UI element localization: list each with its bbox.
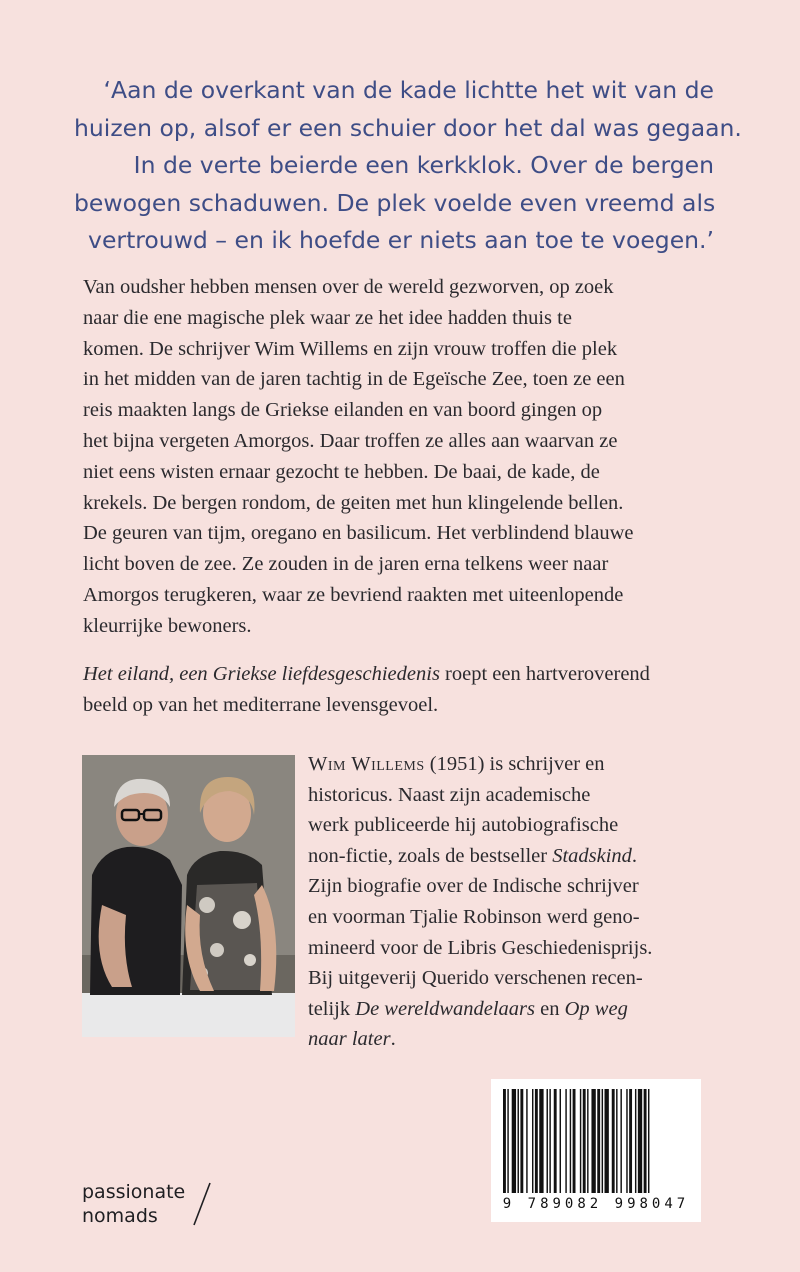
barcode-bar: [620, 1089, 621, 1193]
bio-text: en: [535, 997, 565, 1020]
bio-line: [308, 841, 728, 872]
barcode-bar: [560, 1089, 561, 1193]
barcode-bar: [549, 1089, 550, 1193]
blurb-line: kleurrijke bewoners.: [83, 614, 252, 637]
author-bio: [308, 749, 728, 1055]
bio-line: [308, 994, 728, 1025]
barcode-bar: [512, 1089, 516, 1193]
author-photo-illustration: [82, 755, 295, 1037]
bio-text: non-fictie, zoals de bestseller: [308, 844, 553, 867]
blurb-paragraph: [83, 272, 743, 642]
barcode-bar: [616, 1089, 617, 1193]
bio-text: telijk: [308, 997, 356, 1020]
tagline-paragraph: [83, 659, 743, 721]
barcode-bar: [565, 1089, 566, 1193]
barcode-bar: [573, 1089, 576, 1193]
quote-line: In de verte beierde een kerkklok. Over de bergen: [133, 151, 714, 179]
bio-line: Bij uitgeverij Querido verschenen recen-: [308, 967, 643, 990]
barcode-bar: [626, 1089, 627, 1193]
blurb-line: krekels. De bergen rondom, de geiten met hun klingelende bellen.: [83, 491, 624, 514]
bio-line: mineerd voor de Libris Geschiedenisprijs.: [308, 936, 653, 959]
barcode-bars: [501, 1089, 691, 1193]
blurb-line: in het midden van de jaren tachtig in de Egeïsche Zee, toen ze een: [83, 368, 625, 391]
barcode-bar: [597, 1089, 600, 1193]
quote-line: huizen op, alsof er een schuier door het dal was gegaan.: [74, 113, 742, 142]
blurb-line: Amorgos terugkeren, waar ze bevriend raakten met uiteenlopende: [83, 583, 624, 606]
quote-line: ‘Aan de overkant van de kade lichtte het wit van de: [103, 76, 714, 104]
publisher-logo: [82, 1180, 185, 1228]
barcode-bar: [532, 1089, 533, 1193]
blurb-line: komen. De schrijver Wim Willems en zijn vrouw troffen die plek: [83, 337, 618, 360]
book-title: Op weg: [564, 997, 628, 1020]
bio-line: werk publiceerde hij autobiografische: [308, 814, 619, 837]
barcode-bar: [503, 1089, 506, 1193]
bio-line: historicus. Naast zijn academische: [308, 783, 591, 806]
barcode-bar: [547, 1089, 548, 1193]
blurb-line: naar die ene magische plek waar ze het idee hadden thuis te: [83, 306, 572, 329]
publisher-name-line: passionate: [82, 1181, 186, 1203]
barcode-bar: [587, 1089, 588, 1193]
back-cover-quote: [74, 72, 742, 260]
barcode-bar: [535, 1089, 538, 1193]
book-title: Stadskind: [552, 844, 632, 867]
isbn-number: 9 789082 998047: [502, 1196, 690, 1212]
barcode-bar: [518, 1089, 519, 1193]
barcode-bar: [580, 1089, 581, 1193]
bio-text: .: [390, 1028, 396, 1051]
barcode-bar: [612, 1089, 615, 1193]
barcode-bar: [554, 1089, 557, 1193]
barcode-bar: [583, 1089, 586, 1193]
bio-line: [308, 1024, 728, 1055]
bio-text: (1951) is schrijver en: [424, 753, 605, 775]
barcode-bar: [507, 1089, 508, 1193]
bio-text: .: [631, 844, 638, 867]
author-name: Wim Willems: [308, 753, 425, 775]
book-title: De wereldwandelaars: [355, 997, 536, 1020]
quote-line: bewogen schaduwen. De plek voelde even vreemd als: [74, 188, 716, 217]
barcode-bar: [526, 1089, 527, 1193]
book-title: naar later: [308, 1028, 391, 1051]
publisher-name-line: nomads: [82, 1205, 158, 1227]
barcode-bar: [520, 1089, 523, 1193]
blurb-line: reis maakten langs de Griekse eilanden en van boord gingen op: [83, 399, 603, 422]
blurb-line: De geuren van tijm, oregano en basilicum. Het verblindend blauwe: [83, 522, 634, 545]
blurb-line: het bijna vergeten Amorgos. Daar troffen ze alles aan waarvan ze: [83, 429, 618, 452]
tagline-line: [83, 659, 743, 690]
barcode-bar: [602, 1089, 603, 1193]
blurb-line: licht boven de zee. Ze zouden in de jaren erna telkens weer naar: [83, 553, 609, 576]
blurb-line: niet eens wisten ernaar gezocht te hebben. De baai, de kade, de: [83, 460, 600, 483]
barcode-bar: [635, 1089, 636, 1193]
bio-line: en voorman Tjalie Robinson werd geno-: [308, 905, 640, 928]
bio-line: [308, 749, 728, 780]
blurb-line: Van oudsher hebben mensen over de wereld gezworven, op zoek: [83, 276, 614, 298]
author-photo: [82, 755, 295, 1037]
barcode-bar: [644, 1089, 647, 1193]
barcode-bar: [591, 1089, 595, 1193]
isbn-barcode: [491, 1079, 701, 1222]
barcode-bar: [605, 1089, 609, 1193]
bio-line: Zijn biografie over de Indische schrijver: [308, 875, 639, 898]
quote-line: vertrouwd – en ik hoefde er niets aan toe te voegen.’: [88, 226, 714, 254]
barcode-bar: [648, 1089, 649, 1193]
barcode-bar: [638, 1089, 642, 1193]
tagline-line: beeld op van het mediterrane levensgevoel.: [83, 693, 439, 716]
barcode-bar: [539, 1089, 543, 1193]
book-title: Het eiland, een Griekse liefdesgeschiedenis: [83, 663, 440, 685]
barcode-bar: [570, 1089, 571, 1193]
tagline-text: roept een hartveroverend: [439, 663, 650, 685]
publisher-slash-icon: [190, 1181, 214, 1227]
barcode-bar: [629, 1089, 632, 1193]
